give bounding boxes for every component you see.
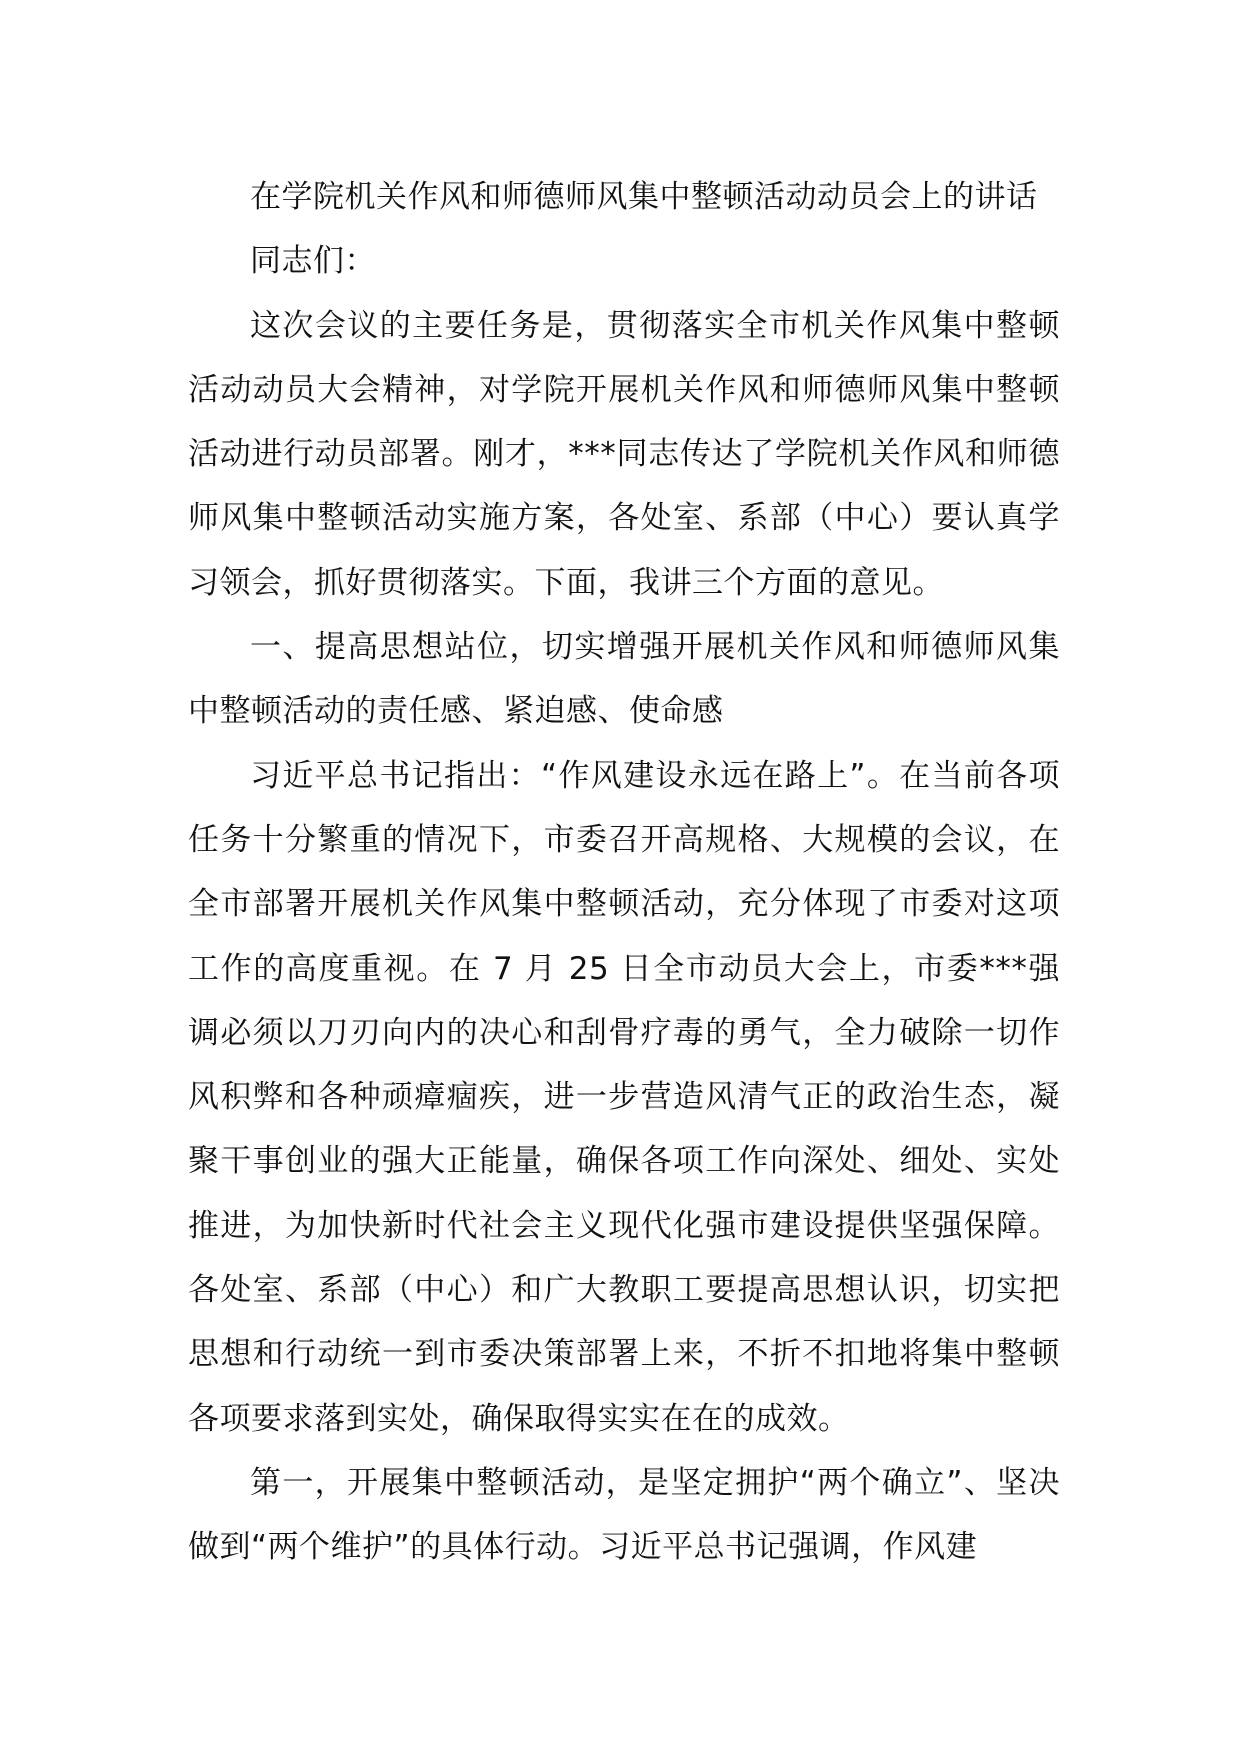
salutation: 同志们： — [250, 243, 376, 280]
section-heading-1: 一、提高思想站位，切实增强开展机关作风和师德师风集中整顿活动的责任感、紧迫感、使命感 — [188, 629, 1060, 730]
document-title: 在学院机关作风和师德师风集中整顿活动动员会上的讲话 — [250, 179, 1038, 215]
paragraph-intro: 这次会议的主要任务是，贯彻落实全市机关作风集中整顿活动动员大会精神，对学院开展机关作风和师德师风集中整顿活动进行动员部署。刚才，***同志传达了学院机关作风和师德师风集中整顿活动实施方案，各处室、系部（中心）要认真学习领会，抓好贯彻落实。下面，我讲三个方面的意见。 — [188, 307, 1060, 601]
paragraph-body-2: 第一，开展集中整顿活动，是坚定拥护“两个确立”、坚决做到“两个维护”的具体行动。习近平总书记强调，作风建 — [188, 1464, 1060, 1566]
paragraph-body-1: 习近平总书记指出：“作风建设永远在路上”。在当前各项任务十分繁重的情况下，市委召开高规格、大规模的会议，在全市部署开展机关作风集中整顿活动，充分体现了市委对这项工作的高度重视。在 7 月 25 日全市动员大会上，市委***强调必须以刀刃向内的决心和刮骨疗毒的勇气，全力破除一切作风积弊和各种顽瘴痼疾，进一步营造风清气正的政治生态，凝聚干事创业的强大正能量，确保各项工作向深处、细处、实处推进，为加快新时代社会主义现代化强市建设提供坚强保障。各处室、系部（中心）和广大教职工要提高思想认识，切实把思想和行动统一到市委决策部署上来，不折不扣地将集中整顿各项要求落到实处，确保取得实实在在的成效。 — [188, 757, 1060, 1437]
document-page — [188, 165, 1060, 1580]
